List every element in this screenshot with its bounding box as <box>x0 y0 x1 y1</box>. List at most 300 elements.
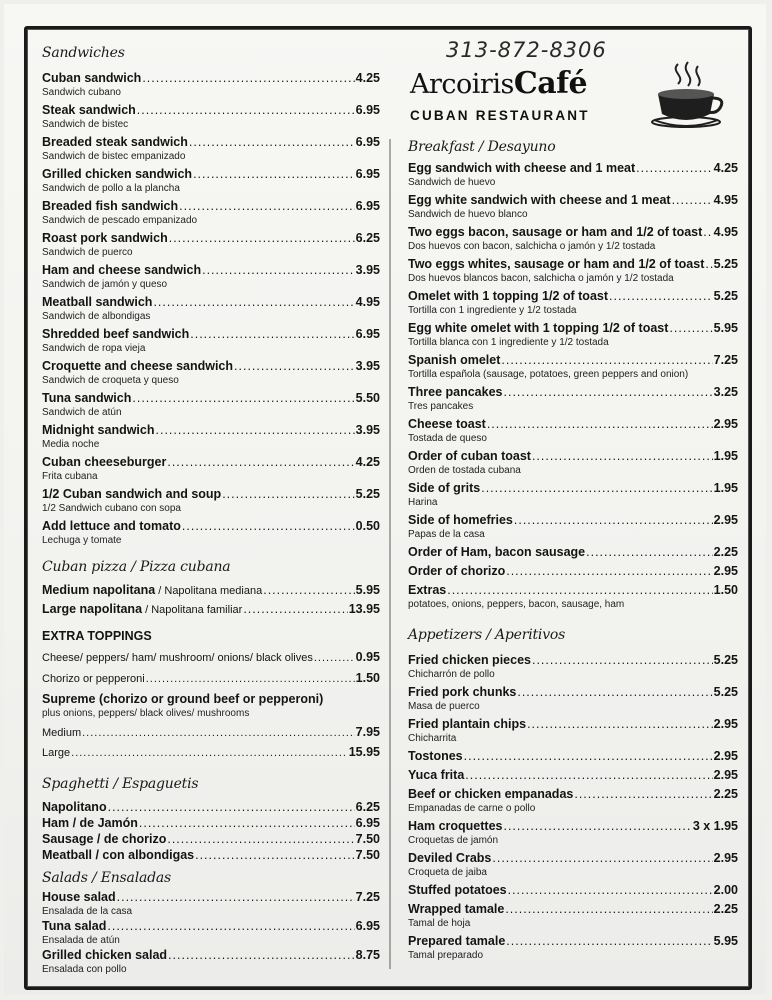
menu-item <box>408 544 738 563</box>
menu-item-price: 6.95 <box>355 816 380 830</box>
leader-dots <box>169 230 355 246</box>
menu-item-row <box>408 256 738 272</box>
leader-dots <box>117 889 355 905</box>
menu-item <box>42 134 380 166</box>
menu-item-price: 4.95 <box>355 295 380 309</box>
menu-item-description: Croquetas de jamón <box>408 835 499 846</box>
menu-item <box>42 70 380 102</box>
menu-item-description: Ensalada con pollo <box>42 964 127 975</box>
leader-dots <box>504 384 713 400</box>
menu-item-row <box>42 918 380 934</box>
menu-item-description: 1/2 Sandwich cubano con sopa <box>42 503 181 514</box>
menu-item-row <box>408 933 738 949</box>
menu-item-description: Sandwich de pollo a la plancha <box>42 183 180 194</box>
menu-item-name: Add lettuce and tomato <box>42 519 181 533</box>
leader-dots <box>506 563 712 579</box>
supreme-heading: Supreme (chorizo or ground beef or pepperoni) <box>42 692 324 706</box>
menu-item <box>408 480 738 512</box>
spaghetti-list <box>42 799 380 863</box>
leader-dots <box>139 815 355 831</box>
menu-item-name: Steak sandwich <box>42 103 136 117</box>
menu-item <box>408 256 738 288</box>
phone-number: 313-872-8306 <box>446 38 607 62</box>
menu-item-price: 2.95 <box>713 768 738 782</box>
menu-item-price: 5.25 <box>713 685 738 699</box>
menu-item <box>408 901 738 933</box>
menu-item-row <box>42 831 380 847</box>
section-title-breakfast: Breakfast / Desayuno <box>408 139 556 155</box>
menu-item-price: 2.25 <box>713 787 738 801</box>
menu-item-price: 5.95 <box>355 583 380 597</box>
menu-item-row <box>42 198 380 214</box>
menu-item-row <box>408 544 738 560</box>
menu-item-price: 6.95 <box>355 135 380 149</box>
menu-item-name: Sausage / de chorizo <box>42 832 167 846</box>
menu-item-description: Papas de la casa <box>408 529 485 540</box>
leader-dots <box>517 684 712 700</box>
leader-dots <box>586 544 713 560</box>
menu-item-name: Two eggs whites, sausage or ham and 1/2 of toast <box>408 257 705 271</box>
brand-tagline: CUBAN RESTAURANT <box>410 108 590 123</box>
leader-dots <box>142 70 354 86</box>
menu-item-description: Sandwich de bistec <box>42 119 129 130</box>
menu-item-row <box>42 799 380 815</box>
menu-item <box>408 512 738 544</box>
menu-item-name: Chorizo or pepperoni <box>42 673 145 685</box>
menu-item-price: 4.25 <box>355 71 380 85</box>
menu-item-description: Sandwich de jamón y queso <box>42 279 168 290</box>
menu-item-price: 7.25 <box>355 890 380 904</box>
menu-item <box>42 454 380 486</box>
menu-item <box>408 716 738 748</box>
menu-item-price: 1.50 <box>713 583 738 597</box>
menu-item-supreme-medium <box>42 724 380 741</box>
appetizer-list <box>408 652 738 965</box>
menu-item-name: Large <box>42 747 71 759</box>
menu-item <box>408 882 738 901</box>
menu-item-row <box>42 70 380 86</box>
menu-item-name: Shredded beef sandwich <box>42 327 190 341</box>
menu-item-supreme-large <box>42 744 380 761</box>
leader-dots <box>503 818 691 834</box>
menu-item-description: Sandwich de croqueta y queso <box>42 375 179 386</box>
menu-item <box>42 889 380 918</box>
menu-item-name: Breaded steak sandwich <box>42 135 188 149</box>
menu-item-name: Cheese/ peppers/ ham/ mushroom/ onions/ black olives <box>42 652 313 664</box>
section-title-spaghetti: Spaghetti / Espaguetis <box>42 776 199 792</box>
menu-item-price: 4.95 <box>713 225 738 239</box>
section-title-pizza: Cuban pizza / Pizza cubana <box>42 559 231 575</box>
menu-item-name: Fried pork chunks <box>408 685 517 699</box>
menu-item-price: 1.95 <box>713 449 738 463</box>
menu-item-description: Sandwich de puerco <box>42 247 133 258</box>
menu-item-row <box>408 416 738 432</box>
menu-item-price: 3.95 <box>355 423 380 437</box>
section-title-sandwiches: Sandwiches <box>42 45 125 61</box>
leader-dots <box>195 847 355 863</box>
menu-item-row <box>408 850 738 866</box>
menu-item-price: 3.95 <box>355 359 380 373</box>
menu-item-price: 0.50 <box>355 519 380 533</box>
menu-item-price: 6.95 <box>355 103 380 117</box>
menu-item-row <box>408 563 738 579</box>
menu-item <box>42 230 380 262</box>
breakfast-list <box>408 160 738 614</box>
menu-item-medium-napolitana <box>42 582 380 599</box>
leader-dots <box>505 901 712 917</box>
menu-item-row <box>42 230 380 246</box>
menu-item-name: Croquette and cheese sandwich <box>42 359 234 373</box>
menu-item-name: Two eggs bacon, sausage or ham and 1/2 of toast <box>408 225 703 239</box>
menu-item-name: Egg sandwich with cheese and 1 meat <box>408 161 636 175</box>
leader-dots <box>153 294 354 310</box>
menu-item-price: 4.95 <box>713 193 738 207</box>
menu-item-description: Sandwich de huevo blanco <box>408 209 528 220</box>
leader-dots <box>703 224 712 240</box>
menu-item <box>42 262 380 294</box>
menu-item-description: Tres pancakes <box>408 401 474 412</box>
menu-item-row <box>408 818 738 834</box>
menu-item-price: 3 x 1.95 <box>692 819 738 833</box>
menu-item-row <box>408 192 738 208</box>
left-column <box>42 44 380 976</box>
menu-item-row <box>408 320 738 336</box>
leader-dots <box>506 933 712 949</box>
menu-item <box>42 847 380 863</box>
menu-item <box>42 422 380 454</box>
brand-name-a: Arcoiris <box>410 69 514 100</box>
leader-dots <box>514 512 713 528</box>
menu-item <box>408 767 738 786</box>
menu-item-row <box>42 294 380 310</box>
menu-item <box>408 416 738 448</box>
menu-item-row <box>408 384 738 400</box>
menu-item-description: Media noche <box>42 439 100 450</box>
menu-item-row <box>42 889 380 905</box>
menu-item <box>408 224 738 256</box>
brand-name-b: Café <box>513 66 588 101</box>
menu-item-row <box>42 422 380 438</box>
leader-dots <box>464 748 713 764</box>
menu-item-price: 5.95 <box>713 321 738 335</box>
menu-item-price: 3.25 <box>713 385 738 399</box>
menu-item-row <box>408 652 738 668</box>
leader-dots <box>636 160 713 176</box>
menu-item-row <box>42 847 380 863</box>
menu-item-name: Midnight sandwich <box>42 423 155 437</box>
leader-dots <box>189 134 355 150</box>
coffee-cup-icon <box>648 60 726 132</box>
menu-item-name: Cuban cheeseburger <box>42 455 167 469</box>
menu-item-description: Sandwich de huevo <box>408 177 496 188</box>
menu-item <box>408 818 738 850</box>
menu-item-description: Sandwich de bistec empanizado <box>42 151 186 162</box>
menu-item-name: Medium napolitana <box>42 583 156 597</box>
menu-item-row <box>42 166 380 182</box>
menu-item-price: 13.95 <box>348 602 380 616</box>
menu-item <box>42 198 380 230</box>
menu-item-price: 2.95 <box>713 749 738 763</box>
leader-dots <box>202 262 355 278</box>
leader-dots <box>532 448 713 464</box>
menu-item-row <box>408 160 738 176</box>
menu-item-price: 2.25 <box>713 902 738 916</box>
leader-dots <box>487 416 713 432</box>
menu-item-topping <box>42 649 380 666</box>
menu-item <box>408 652 738 684</box>
menu-item-price: 5.95 <box>713 934 738 948</box>
extra-toppings-heading: EXTRA TOPPINGS <box>42 629 152 643</box>
menu-item-description: Orden de tostada cubana <box>408 465 521 476</box>
leader-dots <box>609 288 713 304</box>
leader-dots <box>167 831 354 847</box>
menu-item-price: 2.95 <box>713 717 738 731</box>
menu-item-price: 6.25 <box>355 231 380 245</box>
menu-item-topping <box>42 670 380 687</box>
menu-item-name: Three pancakes <box>408 385 503 399</box>
menu-item-price: 2.00 <box>713 883 738 897</box>
leader-dots <box>234 358 355 374</box>
leader-dots <box>190 326 354 342</box>
menu-item-price: 6.95 <box>355 167 380 181</box>
supreme-description: plus onions, peppers/ black olives/ mushrooms <box>42 708 250 719</box>
menu-item-name: Cuban sandwich <box>42 71 142 85</box>
menu-item-price: 4.25 <box>713 161 738 175</box>
menu-item <box>408 160 738 192</box>
menu-item <box>42 102 380 134</box>
menu-item-name: Tostones <box>408 749 463 763</box>
menu-item-name: Tuna sandwich <box>42 391 132 405</box>
menu-item-row <box>42 390 380 406</box>
leader-dots <box>179 198 355 214</box>
menu-item-description: Croqueta de jaiba <box>408 867 487 878</box>
menu-item-name: Fried plantain chips <box>408 717 527 731</box>
menu-item-price: 6.95 <box>355 919 380 933</box>
menu-item <box>408 933 738 965</box>
menu-item-name: Deviled Crabs <box>408 851 492 865</box>
menu-item-subname: / Napolitana familiar <box>142 604 243 616</box>
menu-item-price: 6.95 <box>355 199 380 213</box>
menu-item-price: 4.25 <box>355 455 380 469</box>
menu-item-price: 5.25 <box>713 289 738 303</box>
right-column <box>408 130 738 965</box>
menu-item-description: Harina <box>408 497 438 508</box>
restaurant-logo <box>402 34 732 132</box>
menu-item-price: 15.95 <box>348 745 380 759</box>
menu-item <box>408 288 738 320</box>
menu-item-description: Tamal de hoja <box>408 918 471 929</box>
menu-item-description: Frita cubana <box>42 471 98 482</box>
menu-item-name: Ham and cheese sandwich <box>42 263 202 277</box>
menu-item-row <box>42 262 380 278</box>
menu-item-row <box>408 716 738 732</box>
menu-item-description: Empanadas de carne o pollo <box>408 803 536 814</box>
menu-item-name: Side of homefries <box>408 513 513 527</box>
menu-item-name: Order of Ham, bacon sausage <box>408 545 586 559</box>
menu-item-description: Tostada de queso <box>408 433 487 444</box>
leader-dots <box>481 480 712 496</box>
menu-item-price: 5.25 <box>713 653 738 667</box>
menu-item <box>42 918 380 947</box>
menu-sheet <box>4 4 766 994</box>
menu-item-name: Large napolitana <box>42 602 143 616</box>
menu-item-description: Ensalada de la casa <box>42 906 133 917</box>
column-divider <box>389 139 391 969</box>
menu-item <box>42 815 380 831</box>
menu-item-price: 2.95 <box>713 513 738 527</box>
menu-item-name: Ham / de Jamón <box>42 816 138 830</box>
menu-item-price: 8.75 <box>355 948 380 962</box>
menu-item-row <box>408 901 738 917</box>
menu-item-price: 7.95 <box>355 725 380 739</box>
menu-item-price: 1.95 <box>713 481 738 495</box>
menu-item-price: 2.95 <box>713 851 738 865</box>
menu-item-row <box>408 480 738 496</box>
menu-item-row <box>408 748 738 764</box>
menu-item <box>42 518 380 550</box>
menu-item-description: Chicharrón de pollo <box>408 669 495 680</box>
menu-item <box>408 850 738 882</box>
menu-item-row <box>408 448 738 464</box>
menu-item-row <box>42 134 380 150</box>
menu-item-name: Napolitano <box>42 800 107 814</box>
section-title-salads: Salads / Ensaladas <box>42 870 172 886</box>
menu-item-description: Tortilla con 1 ingrediente y 1/2 tostada <box>408 305 577 316</box>
menu-item-row <box>408 288 738 304</box>
leader-dots <box>137 102 355 118</box>
menu-item-name: Order of chorizo <box>408 564 506 578</box>
sandwich-list <box>42 70 380 550</box>
menu-item-row <box>42 102 380 118</box>
leader-dots <box>669 320 712 336</box>
leader-dots <box>492 850 712 866</box>
menu-item-description: Dos huevos blancos bacon, salchicha o jamón y 1/2 tostada <box>408 273 674 284</box>
menu-item-description: Chicharrita <box>408 733 457 744</box>
menu-item-name: Egg white sandwich with cheese and 1 meat <box>408 193 671 207</box>
menu-item-subname: / Napolitana mediana <box>155 585 263 597</box>
menu-item-name: 1/2 Cuban sandwich and soup <box>42 487 222 501</box>
menu-item-row <box>42 358 380 374</box>
menu-item-row <box>408 352 738 368</box>
menu-item <box>408 192 738 224</box>
menu-item <box>42 799 380 815</box>
menu-item-name: Prepared tamale <box>408 934 506 948</box>
menu-item-name: Order of cuban toast <box>408 449 531 463</box>
menu-item-price: 7.25 <box>713 353 738 367</box>
menu-item-price: 5.50 <box>355 391 380 405</box>
menu-item-row <box>42 486 380 502</box>
menu-item-name: Medium <box>42 727 82 739</box>
leader-dots <box>156 422 355 438</box>
menu-item-name: Spanish omelet <box>408 353 501 367</box>
menu-item-row <box>408 224 738 240</box>
menu-item-row <box>408 512 738 528</box>
menu-item <box>42 390 380 422</box>
leader-dots <box>465 767 712 783</box>
menu-item-name: Ham croquettes <box>408 819 503 833</box>
leader-dots <box>508 882 713 898</box>
leader-dots <box>167 454 354 470</box>
menu-item-name: Omelet with 1 topping 1/2 of toast <box>408 289 609 303</box>
section-title-appetizers: Appetizers / Aperitivos <box>408 627 566 643</box>
menu-item-name: Roast pork sandwich <box>42 231 168 245</box>
menu-item-name: Egg white omelet with 1 topping 1/2 of toast <box>408 321 669 335</box>
menu-item <box>408 448 738 480</box>
menu-item-name: Side of grits <box>408 481 481 495</box>
menu-item-row <box>408 684 738 700</box>
menu-item <box>408 582 738 614</box>
menu-item-price: 7.50 <box>355 832 380 846</box>
menu-item <box>408 563 738 582</box>
menu-item-row <box>42 815 380 831</box>
menu-item <box>42 166 380 198</box>
menu-item-name: Beef or chicken empanadas <box>408 787 574 801</box>
menu-item-name: Extras <box>408 583 447 597</box>
menu-item-name: Fried chicken pieces <box>408 653 531 667</box>
leader-dots <box>672 192 713 208</box>
leader-dots <box>705 256 712 272</box>
leader-dots <box>108 799 355 815</box>
menu-item-price: 3.95 <box>355 263 380 277</box>
menu-item <box>408 352 738 384</box>
leader-dots <box>193 166 355 182</box>
menu-item <box>408 748 738 767</box>
menu-item-price: 5.25 <box>713 257 738 271</box>
menu-item-name: Yuca frita <box>408 768 465 782</box>
menu-item <box>42 326 380 358</box>
menu-item <box>408 384 738 416</box>
leader-dots <box>107 918 354 934</box>
menu-item-name: House salad <box>42 890 116 904</box>
menu-item-name: Cheese toast <box>408 417 486 431</box>
menu-item <box>408 684 738 716</box>
menu-item <box>42 947 380 976</box>
menu-item-description: Ensalada de atún <box>42 935 120 946</box>
leader-dots <box>182 518 355 534</box>
menu-item-row <box>42 454 380 470</box>
menu-item-row <box>42 947 380 963</box>
menu-item-price: 2.25 <box>713 545 738 559</box>
salad-list <box>42 889 380 976</box>
menu-item-name: Breaded fish sandwich <box>42 199 179 213</box>
menu-item-description: Sandwich de ropa vieja <box>42 343 146 354</box>
leader-dots <box>132 390 354 406</box>
menu-item-description: Sandwich de pescado empanizado <box>42 215 198 226</box>
menu-item <box>42 358 380 390</box>
menu-item-price: 2.95 <box>713 417 738 431</box>
menu-item-description: Tortilla española (sausage, potatoes, green peppers and onion) <box>408 369 689 380</box>
menu-item-description: potatoes, onions, peppers, bacon, sausage, ham <box>408 599 625 610</box>
menu-item-name: Grilled chicken salad <box>42 948 168 962</box>
menu-item-description: Dos huevos con bacon, salchicha o jamón y 1/2 tostada <box>408 241 656 252</box>
menu-item-name: Grilled chicken sandwich <box>42 167 193 181</box>
leader-dots <box>532 652 713 668</box>
leader-dots <box>222 486 354 502</box>
leader-dots <box>447 582 712 598</box>
menu-item-description: Masa de puerco <box>408 701 480 712</box>
menu-item-name: Stuffed potatoes <box>408 883 507 897</box>
menu-item <box>408 786 738 818</box>
menu-item-row <box>408 882 738 898</box>
menu-item-price: 6.95 <box>355 327 380 341</box>
menu-item-name: Meatball sandwich <box>42 295 153 309</box>
menu-item-description: Lechuga y tomate <box>42 535 122 546</box>
menu-item-price: 0.95 <box>355 650 380 664</box>
menu-item-price: 2.95 <box>713 564 738 578</box>
leader-dots <box>574 786 712 802</box>
menu-item-price: 6.25 <box>355 800 380 814</box>
menu-item <box>42 486 380 518</box>
